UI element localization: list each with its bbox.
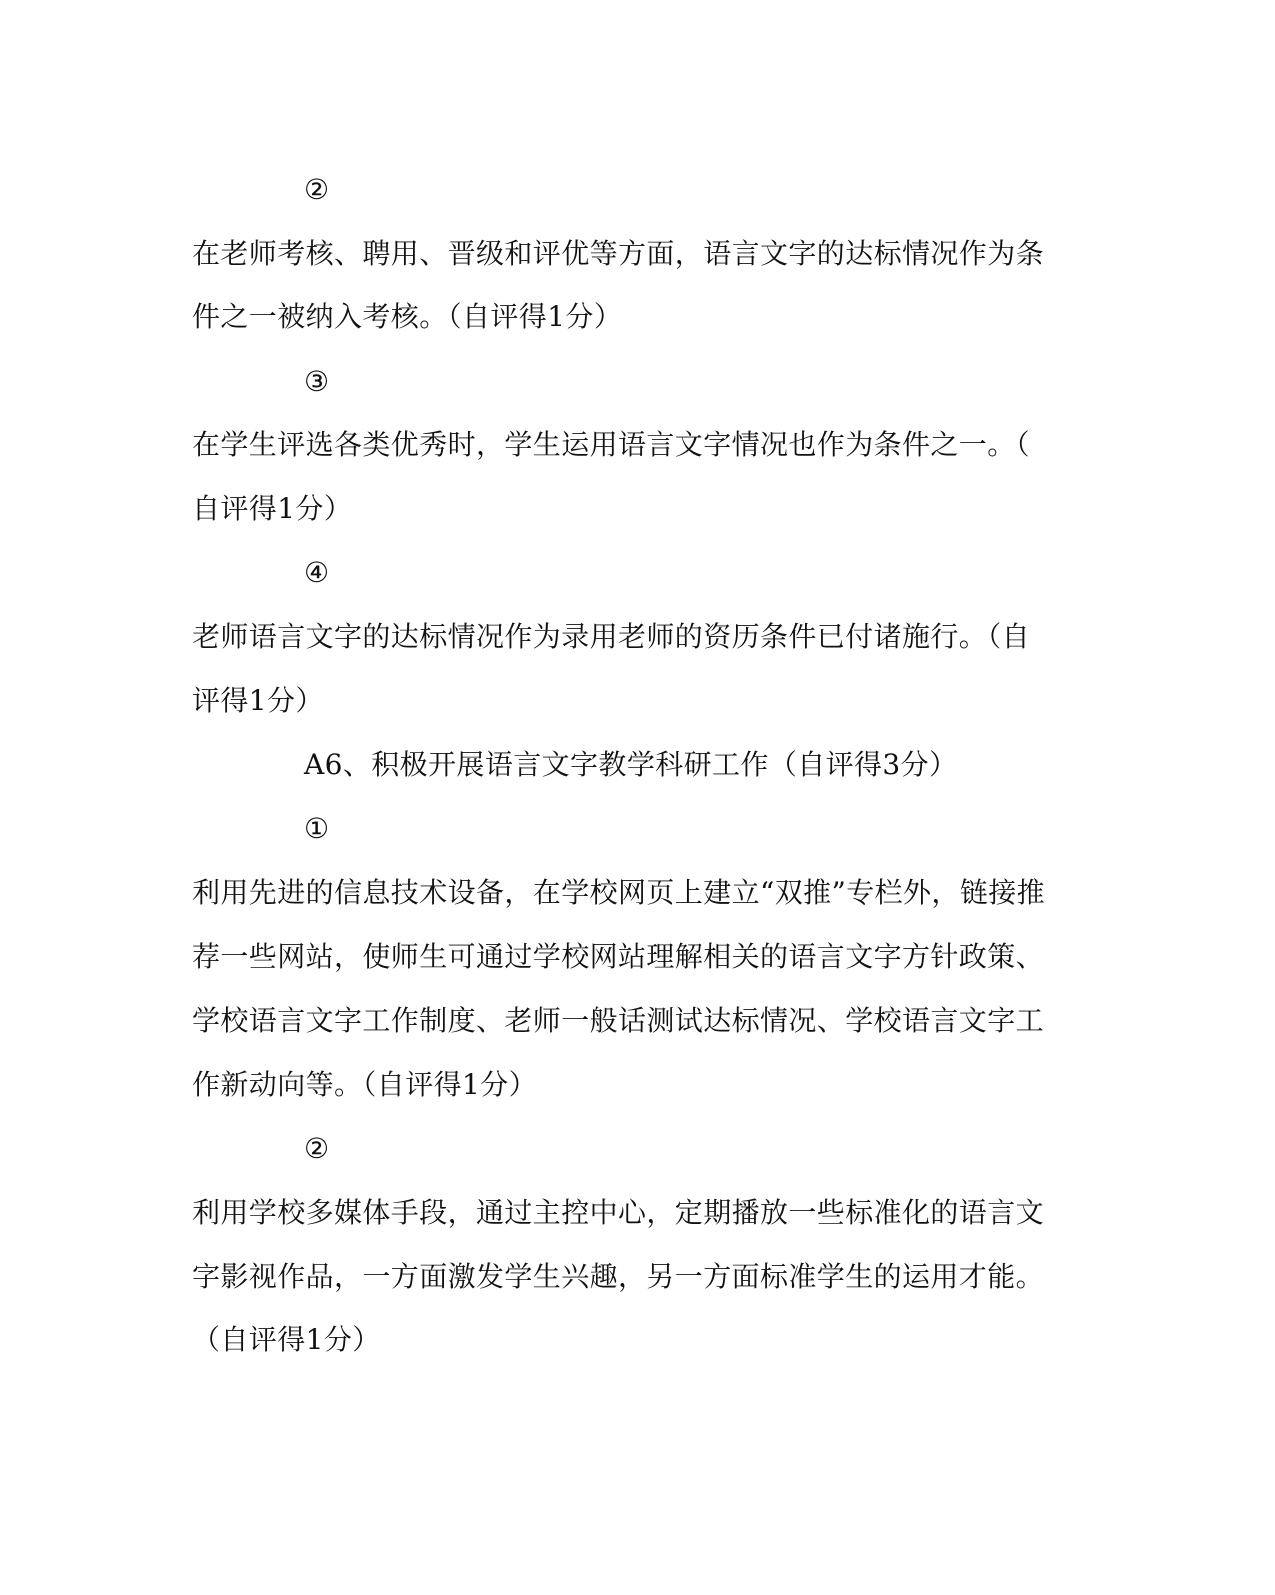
section-heading-a6: A6、积极开展语言文字教学科研工作（自评得3分） <box>304 748 958 781</box>
paragraph-line: 字影视作品，一方面激发学生兴趣，另一方面标准学生的运用才能。 <box>192 1260 1045 1293</box>
item-marker-1: ① <box>304 812 330 845</box>
item-marker-4: ④ <box>304 556 330 589</box>
paragraph-line: 评得1分） <box>192 684 324 717</box>
paragraph-line: 利用先进的信息技术设备，在学校网页上建立“双推”专栏外，链接推 <box>192 876 1046 909</box>
paragraph-line: 老师语言文字的达标情况作为录用老师的资历条件已付诸施行。（自 <box>192 620 1031 653</box>
paragraph-line: 在老师考核、聘用、晋级和评优等方面，语言文字的达标情况作为条 <box>192 237 1045 270</box>
paragraph-line: 荐一些网站，使师生可通过学校网站理解相关的语言文字方针政策、 <box>192 940 1045 973</box>
paragraph-line: （自评得1分） <box>192 1323 381 1356</box>
item-marker-3: ③ <box>304 365 330 398</box>
paragraph-line: 作新动向等。（自评得1分） <box>192 1068 538 1101</box>
paragraph-line: 件之一被纳入考核。（自评得1分） <box>192 300 623 333</box>
paragraph-line: 学校语言文字工作制度、老师一般话测试达标情况、学校语言文字工 <box>192 1004 1045 1037</box>
paragraph-line: 在学生评选各类优秀时，学生运用语言文字情况也作为条件之一。（ <box>192 428 1031 461</box>
paragraph-line: 自评得1分） <box>192 492 353 525</box>
item-marker-2: ② <box>304 1132 330 1165</box>
item-marker-2: ② <box>304 173 330 206</box>
paragraph-line: 利用学校多媒体手段，通过主控中心，定期播放一些标准化的语言文 <box>192 1196 1045 1229</box>
